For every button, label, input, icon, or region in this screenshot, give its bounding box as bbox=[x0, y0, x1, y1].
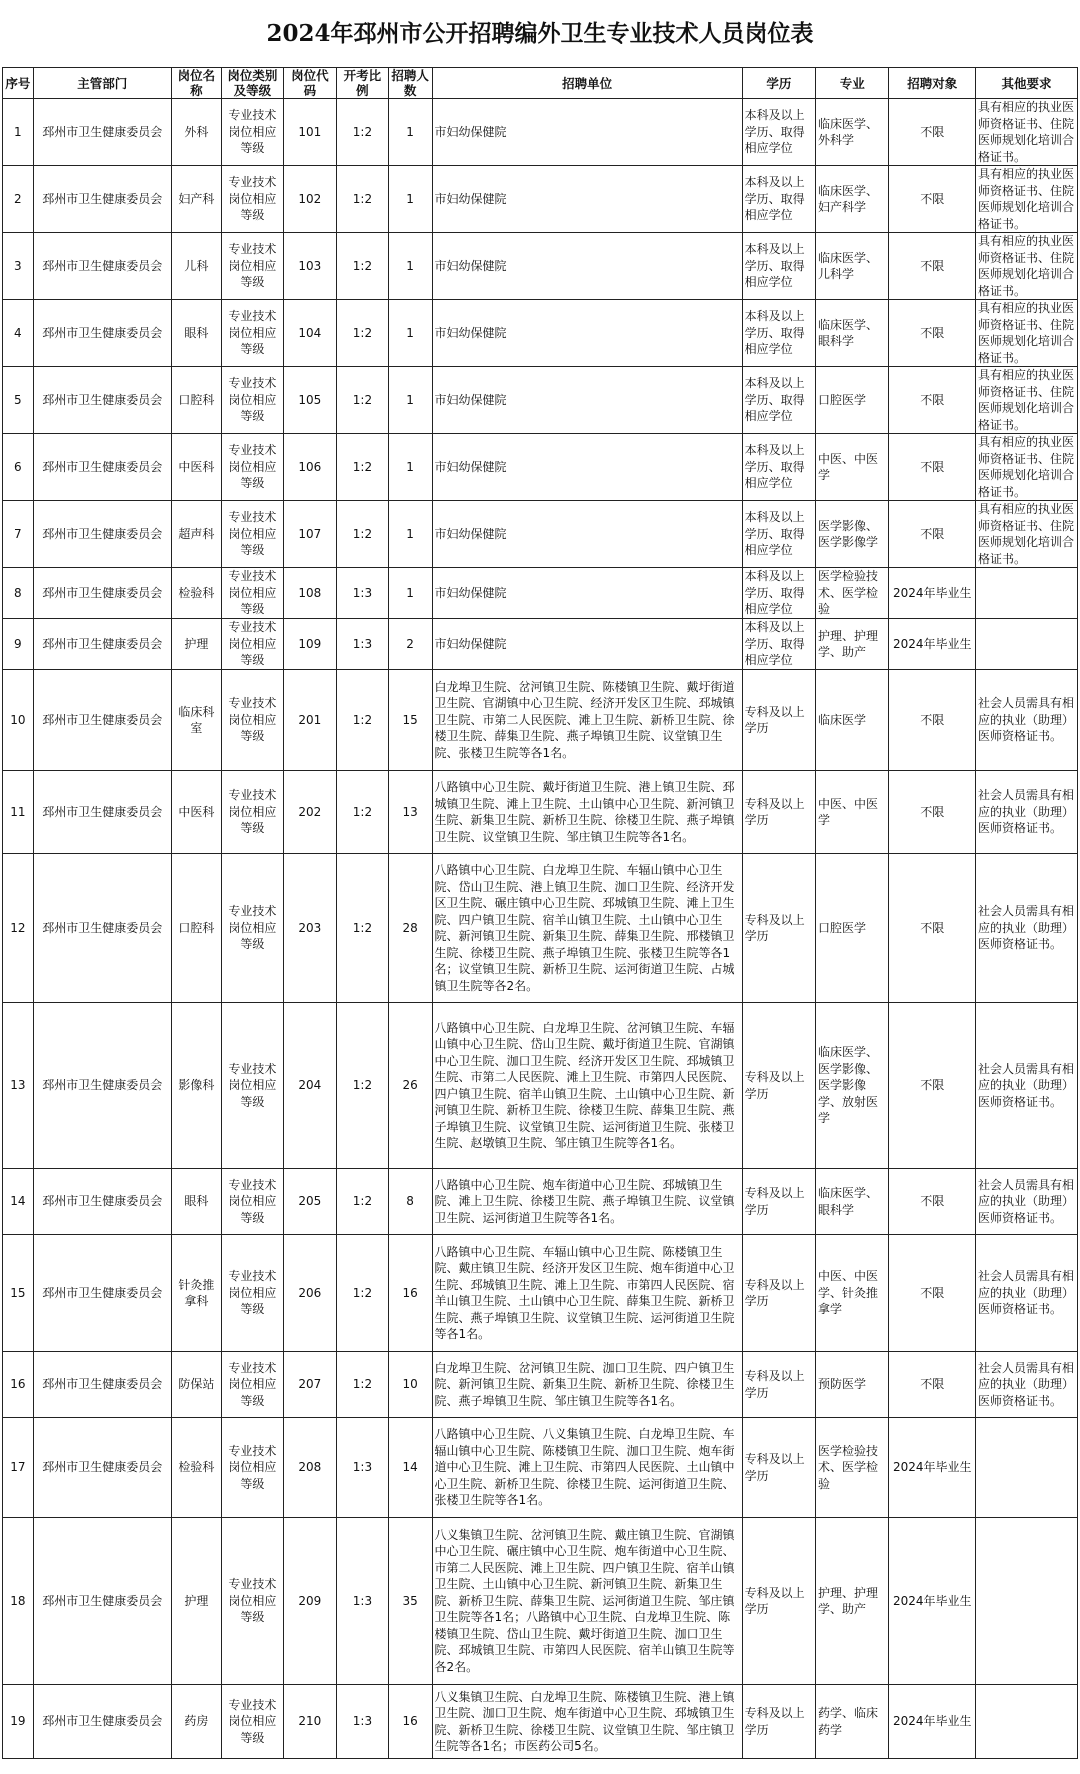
cell-unit: 市妇幼保健院 bbox=[432, 233, 742, 300]
cell-code: 208 bbox=[283, 1418, 337, 1518]
cell-count: 1 bbox=[388, 233, 432, 300]
header-row bbox=[3, 68, 1078, 99]
table-row bbox=[3, 1352, 1078, 1418]
cell-target: 不限 bbox=[889, 300, 976, 367]
cell-target: 不限 bbox=[889, 1352, 976, 1418]
cell-post: 中医科 bbox=[171, 771, 221, 854]
header-category: 岗位类别及等级 bbox=[222, 68, 283, 99]
cell-dept: 邳州市卫生健康委员会 bbox=[33, 619, 171, 670]
cell-education: 本科及以上学历、取得相应学位 bbox=[742, 166, 815, 233]
cell-no: 14 bbox=[3, 1169, 34, 1235]
cell-code: 205 bbox=[283, 1169, 337, 1235]
cell-education: 本科及以上学历、取得相应学位 bbox=[742, 568, 815, 619]
cell-category: 专业技术岗位相应等级 bbox=[222, 501, 283, 568]
cell-major: 临床医学 bbox=[816, 670, 889, 771]
cell-target: 不限 bbox=[889, 670, 976, 771]
cell-ratio: 1:3 bbox=[337, 619, 389, 670]
cell-unit: 市妇幼保健院 bbox=[432, 568, 742, 619]
cell-unit: 市妇幼保健院 bbox=[432, 99, 742, 166]
cell-post: 口腔科 bbox=[171, 367, 221, 434]
cell-ratio: 1:2 bbox=[337, 1352, 389, 1418]
cell-dept: 邳州市卫生健康委员会 bbox=[33, 670, 171, 771]
cell-other bbox=[976, 568, 1078, 619]
cell-major: 口腔医学 bbox=[816, 854, 889, 1003]
cell-major: 临床医学、外科学 bbox=[816, 99, 889, 166]
cell-no: 15 bbox=[3, 1235, 34, 1352]
cell-education: 专科及以上学历 bbox=[742, 771, 815, 854]
cell-no: 18 bbox=[3, 1518, 34, 1685]
cell-target: 不限 bbox=[889, 1169, 976, 1235]
cell-count: 16 bbox=[388, 1685, 432, 1759]
cell-no: 17 bbox=[3, 1418, 34, 1518]
header-dept: 主管部门 bbox=[33, 68, 171, 99]
cell-category: 专业技术岗位相应等级 bbox=[222, 1169, 283, 1235]
cell-education: 专科及以上学历 bbox=[742, 1352, 815, 1418]
cell-major: 医学检验技术、医学检验 bbox=[816, 568, 889, 619]
cell-count: 1 bbox=[388, 568, 432, 619]
cell-other: 社会人员需具有相应的执业（助理）医师资格证书。 bbox=[976, 670, 1078, 771]
cell-ratio: 1:3 bbox=[337, 1518, 389, 1685]
cell-education: 本科及以上学历、取得相应学位 bbox=[742, 619, 815, 670]
table-row bbox=[3, 434, 1078, 501]
table-row bbox=[3, 854, 1078, 1003]
cell-category: 专业技术岗位相应等级 bbox=[222, 1518, 283, 1685]
cell-count: 1 bbox=[388, 166, 432, 233]
cell-other: 具有相应的执业医师资格证书、住院医师规划化培训合格证书。 bbox=[976, 300, 1078, 367]
cell-ratio: 1:2 bbox=[337, 367, 389, 434]
cell-post: 影像科 bbox=[171, 1003, 221, 1169]
cell-code: 203 bbox=[283, 854, 337, 1003]
header-other: 其他要求 bbox=[976, 68, 1078, 99]
cell-target: 不限 bbox=[889, 99, 976, 166]
table-row bbox=[3, 1169, 1078, 1235]
cell-count: 10 bbox=[388, 1352, 432, 1418]
cell-ratio: 1:2 bbox=[337, 99, 389, 166]
cell-no: 8 bbox=[3, 568, 34, 619]
cell-major: 医学检验技术、医学检验 bbox=[816, 1418, 889, 1518]
cell-category: 专业技术岗位相应等级 bbox=[222, 434, 283, 501]
cell-education: 本科及以上学历、取得相应学位 bbox=[742, 501, 815, 568]
positions-table bbox=[2, 67, 1078, 1759]
cell-major: 临床医学、妇产科学 bbox=[816, 166, 889, 233]
cell-major: 护理、护理学、助产 bbox=[816, 1518, 889, 1685]
cell-education: 专科及以上学历 bbox=[742, 670, 815, 771]
cell-category: 专业技术岗位相应等级 bbox=[222, 233, 283, 300]
table-row bbox=[3, 300, 1078, 367]
cell-unit: 八路镇中心卫生院、八义集镇卫生院、白龙埠卫生院、车辐山镇中心卫生院、陈楼镇卫生院、泇口卫生院、炮车街道中心卫生院、滩上卫生院、市第四人民医院、土山镇中心卫生院、新桥卫生院、徐楼卫生院、运河街道卫生院、张楼卫生院等各1名。 bbox=[432, 1418, 742, 1518]
cell-count: 16 bbox=[388, 1235, 432, 1352]
cell-code: 207 bbox=[283, 1352, 337, 1418]
header-post: 岗位名称 bbox=[171, 68, 221, 99]
cell-dept: 邳州市卫生健康委员会 bbox=[33, 771, 171, 854]
cell-category: 专业技术岗位相应等级 bbox=[222, 367, 283, 434]
cell-unit: 市妇幼保健院 bbox=[432, 619, 742, 670]
cell-other: 具有相应的执业医师资格证书、住院医师规划化培训合格证书。 bbox=[976, 166, 1078, 233]
cell-post: 检验科 bbox=[171, 1418, 221, 1518]
cell-target: 2024年毕业生 bbox=[889, 1418, 976, 1518]
cell-count: 1 bbox=[388, 367, 432, 434]
cell-ratio: 1:2 bbox=[337, 670, 389, 771]
cell-post: 药房 bbox=[171, 1685, 221, 1759]
cell-other: 具有相应的执业医师资格证书、住院医师规划化培训合格证书。 bbox=[976, 233, 1078, 300]
cell-no: 6 bbox=[3, 434, 34, 501]
cell-post: 外科 bbox=[171, 99, 221, 166]
cell-education: 本科及以上学历、取得相应学位 bbox=[742, 99, 815, 166]
cell-major: 临床医学、眼科学 bbox=[816, 300, 889, 367]
cell-ratio: 1:2 bbox=[337, 1235, 389, 1352]
cell-target: 不限 bbox=[889, 771, 976, 854]
cell-code: 101 bbox=[283, 99, 337, 166]
cell-no: 19 bbox=[3, 1685, 34, 1759]
cell-other: 社会人员需具有相应的执业（助理）医师资格证书。 bbox=[976, 1235, 1078, 1352]
cell-count: 1 bbox=[388, 434, 432, 501]
cell-major: 口腔医学 bbox=[816, 367, 889, 434]
cell-major: 预防医学 bbox=[816, 1352, 889, 1418]
cell-other: 具有相应的执业医师资格证书、住院医师规划化培训合格证书。 bbox=[976, 501, 1078, 568]
header-ratio: 开考比例 bbox=[337, 68, 389, 99]
cell-count: 1 bbox=[388, 99, 432, 166]
cell-unit: 市妇幼保健院 bbox=[432, 434, 742, 501]
table-row bbox=[3, 1685, 1078, 1759]
cell-unit: 市妇幼保健院 bbox=[432, 166, 742, 233]
cell-code: 210 bbox=[283, 1685, 337, 1759]
cell-other bbox=[976, 1518, 1078, 1685]
cell-target: 2024年毕业生 bbox=[889, 1518, 976, 1685]
cell-ratio: 1:2 bbox=[337, 1169, 389, 1235]
cell-ratio: 1:3 bbox=[337, 1418, 389, 1518]
table-row bbox=[3, 1235, 1078, 1352]
table-row bbox=[3, 166, 1078, 233]
cell-count: 8 bbox=[388, 1169, 432, 1235]
cell-major: 药学、临床药学 bbox=[816, 1685, 889, 1759]
cell-education: 专科及以上学历 bbox=[742, 1235, 815, 1352]
cell-dept: 邳州市卫生健康委员会 bbox=[33, 501, 171, 568]
table-row bbox=[3, 1518, 1078, 1685]
cell-code: 105 bbox=[283, 367, 337, 434]
cell-education: 专科及以上学历 bbox=[742, 1003, 815, 1169]
cell-education: 本科及以上学历、取得相应学位 bbox=[742, 434, 815, 501]
cell-post: 眼科 bbox=[171, 300, 221, 367]
cell-ratio: 1:2 bbox=[337, 771, 389, 854]
cell-other bbox=[976, 619, 1078, 670]
cell-category: 专业技术岗位相应等级 bbox=[222, 568, 283, 619]
cell-target: 不限 bbox=[889, 434, 976, 501]
cell-ratio: 1:2 bbox=[337, 233, 389, 300]
table-row bbox=[3, 367, 1078, 434]
cell-no: 13 bbox=[3, 1003, 34, 1169]
cell-unit: 八路镇中心卫生院、车辐山镇中心卫生院、陈楼镇卫生院、戴庄镇卫生院、经济开发区卫生院、炮车街道中心卫生院、邳城镇卫生院、滩上卫生院、市第四人民医院、宿羊山镇卫生院、土山镇中心卫生院、薛集卫生院、新桥卫生院、燕子埠镇卫生院、议堂镇卫生院、运河街道卫生院等各1名。 bbox=[432, 1235, 742, 1352]
header-major: 专业 bbox=[816, 68, 889, 99]
cell-target: 2024年毕业生 bbox=[889, 568, 976, 619]
cell-other: 社会人员需具有相应的执业（助理）医师资格证书。 bbox=[976, 854, 1078, 1003]
cell-dept: 邳州市卫生健康委员会 bbox=[33, 1418, 171, 1518]
cell-code: 201 bbox=[283, 670, 337, 771]
header-education: 学历 bbox=[742, 68, 815, 99]
cell-no: 3 bbox=[3, 233, 34, 300]
cell-target: 不限 bbox=[889, 1003, 976, 1169]
cell-category: 专业技术岗位相应等级 bbox=[222, 1352, 283, 1418]
header-no: 序号 bbox=[3, 68, 34, 99]
header-unit: 招聘单位 bbox=[432, 68, 742, 99]
cell-unit: 市妇幼保健院 bbox=[432, 367, 742, 434]
cell-category: 专业技术岗位相应等级 bbox=[222, 771, 283, 854]
cell-ratio: 1:2 bbox=[337, 501, 389, 568]
cell-category: 专业技术岗位相应等级 bbox=[222, 1235, 283, 1352]
cell-count: 1 bbox=[388, 501, 432, 568]
cell-dept: 邳州市卫生健康委员会 bbox=[33, 99, 171, 166]
cell-education: 专科及以上学历 bbox=[742, 1685, 815, 1759]
cell-count: 13 bbox=[388, 771, 432, 854]
cell-other: 具有相应的执业医师资格证书、住院医师规划化培训合格证书。 bbox=[976, 99, 1078, 166]
cell-no: 2 bbox=[3, 166, 34, 233]
cell-dept: 邳州市卫生健康委员会 bbox=[33, 1169, 171, 1235]
table-row bbox=[3, 1418, 1078, 1518]
header-target: 招聘对象 bbox=[889, 68, 976, 99]
cell-post: 护理 bbox=[171, 1518, 221, 1685]
cell-post: 眼科 bbox=[171, 1169, 221, 1235]
cell-category: 专业技术岗位相应等级 bbox=[222, 619, 283, 670]
cell-unit: 市妇幼保健院 bbox=[432, 501, 742, 568]
cell-no: 12 bbox=[3, 854, 34, 1003]
cell-no: 7 bbox=[3, 501, 34, 568]
cell-unit: 市妇幼保健院 bbox=[432, 300, 742, 367]
cell-target: 2024年毕业生 bbox=[889, 619, 976, 670]
header-count: 招聘人数 bbox=[388, 68, 432, 99]
table-body bbox=[3, 99, 1078, 1759]
cell-count: 26 bbox=[388, 1003, 432, 1169]
cell-unit: 八路镇中心卫生院、白龙埠卫生院、岔河镇卫生院、车辐山镇中心卫生院、岱山卫生院、戴圩街道卫生院、官湖镇中心卫生院、泇口卫生院、经济开发区卫生院、邳城镇卫生院、市第二人民医院、滩上卫生院、市第四人民医院、四户镇卫生院、宿羊山镇卫生院、土山镇中心卫生院、新河镇卫生院、新桥卫生院、徐楼卫生院、薛集卫生院、燕子埠镇卫生院、议堂镇卫生院、运河街道卫生院、张楼卫生院、赵墩镇卫生院、邹庄镇卫生院等各1名。 bbox=[432, 1003, 742, 1169]
cell-major: 临床医学、医学影像、医学影像学、放射医学 bbox=[816, 1003, 889, 1169]
cell-education: 专科及以上学历 bbox=[742, 1418, 815, 1518]
cell-major: 医学影像、医学影像学 bbox=[816, 501, 889, 568]
cell-ratio: 1:2 bbox=[337, 1003, 389, 1169]
cell-ratio: 1:2 bbox=[337, 300, 389, 367]
cell-target: 不限 bbox=[889, 166, 976, 233]
cell-no: 1 bbox=[3, 99, 34, 166]
cell-unit: 八路镇中心卫生院、戴圩街道卫生院、港上镇卫生院、邳城镇卫生院、滩上卫生院、土山镇中心卫生院、新河镇卫生院、新集卫生院、新桥卫生院、徐楼卫生院、燕子埠镇卫生院、议堂镇卫生院、邹庄镇卫生院等各1名。 bbox=[432, 771, 742, 854]
cell-other: 具有相应的执业医师资格证书、住院医师规划化培训合格证书。 bbox=[976, 434, 1078, 501]
cell-target: 不限 bbox=[889, 233, 976, 300]
cell-major: 护理、护理学、助产 bbox=[816, 619, 889, 670]
cell-education: 本科及以上学历、取得相应学位 bbox=[742, 233, 815, 300]
cell-post: 检验科 bbox=[171, 568, 221, 619]
cell-no: 16 bbox=[3, 1352, 34, 1418]
cell-category: 专业技术岗位相应等级 bbox=[222, 99, 283, 166]
cell-target: 不限 bbox=[889, 854, 976, 1003]
cell-count: 14 bbox=[388, 1418, 432, 1518]
table-row bbox=[3, 99, 1078, 166]
cell-count: 35 bbox=[388, 1518, 432, 1685]
cell-category: 专业技术岗位相应等级 bbox=[222, 670, 283, 771]
cell-unit: 八路镇中心卫生院、炮车街道中心卫生院、邳城镇卫生院、滩上卫生院、徐楼卫生院、燕子埠镇卫生院、议堂镇卫生院、运河街道卫生院等各1名。 bbox=[432, 1169, 742, 1235]
cell-post: 妇产科 bbox=[171, 166, 221, 233]
cell-other bbox=[976, 1685, 1078, 1759]
cell-post: 护理 bbox=[171, 619, 221, 670]
cell-dept: 邳州市卫生健康委员会 bbox=[33, 1518, 171, 1685]
table-row bbox=[3, 233, 1078, 300]
page-title: 2024年邳州市公开招聘编外卫生专业技术人员岗位表 bbox=[266, 20, 814, 47]
cell-ratio: 1:2 bbox=[337, 166, 389, 233]
cell-education: 专科及以上学历 bbox=[742, 854, 815, 1003]
table-row bbox=[3, 771, 1078, 854]
cell-dept: 邳州市卫生健康委员会 bbox=[33, 434, 171, 501]
cell-ratio: 1:2 bbox=[337, 854, 389, 1003]
cell-no: 10 bbox=[3, 670, 34, 771]
cell-other: 社会人员需具有相应的执业（助理）医师资格证书。 bbox=[976, 1003, 1078, 1169]
cell-no: 4 bbox=[3, 300, 34, 367]
cell-no: 11 bbox=[3, 771, 34, 854]
cell-education: 本科及以上学历、取得相应学位 bbox=[742, 367, 815, 434]
cell-post: 临床科室 bbox=[171, 670, 221, 771]
cell-unit: 八义集镇卫生院、岔河镇卫生院、戴庄镇卫生院、官湖镇中心卫生院、碾庄镇中心卫生院、炮车街道中心卫生院、市第二人民医院、滩上卫生院、四户镇卫生院、宿羊山镇卫生院、土山镇中心卫生院、新河镇卫生院、新集卫生院、新桥卫生院、薛集卫生院、运河街道卫生院、邹庄镇卫生院等各1名；八路镇中心卫生院、白龙埠卫生院、陈楼镇卫生院、岱山卫生院、戴圩街道卫生院、泇口卫生院、邳城镇卫生院、市第四人民医院、宿羊山镇卫生院等各2名。 bbox=[432, 1518, 742, 1685]
table-row bbox=[3, 619, 1078, 670]
cell-code: 204 bbox=[283, 1003, 337, 1169]
cell-other: 社会人员需具有相应的执业（助理）医师资格证书。 bbox=[976, 1352, 1078, 1418]
cell-code: 107 bbox=[283, 501, 337, 568]
table-row bbox=[3, 1003, 1078, 1169]
cell-target: 2024年毕业生 bbox=[889, 1685, 976, 1759]
cell-ratio: 1:3 bbox=[337, 568, 389, 619]
cell-post: 口腔科 bbox=[171, 854, 221, 1003]
cell-dept: 邳州市卫生健康委员会 bbox=[33, 568, 171, 619]
cell-code: 106 bbox=[283, 434, 337, 501]
cell-count: 1 bbox=[388, 300, 432, 367]
cell-major: 中医、中医学 bbox=[816, 434, 889, 501]
cell-major: 临床医学、儿科学 bbox=[816, 233, 889, 300]
cell-category: 专业技术岗位相应等级 bbox=[222, 166, 283, 233]
cell-category: 专业技术岗位相应等级 bbox=[222, 1418, 283, 1518]
cell-post: 超声科 bbox=[171, 501, 221, 568]
cell-other: 社会人员需具有相应的执业（助理）医师资格证书。 bbox=[976, 771, 1078, 854]
cell-post: 中医科 bbox=[171, 434, 221, 501]
header-code: 岗位代码 bbox=[283, 68, 337, 99]
cell-post: 儿科 bbox=[171, 233, 221, 300]
cell-target: 不限 bbox=[889, 501, 976, 568]
cell-ratio: 1:2 bbox=[337, 434, 389, 501]
table-row bbox=[3, 670, 1078, 771]
cell-code: 206 bbox=[283, 1235, 337, 1352]
cell-post: 防保站 bbox=[171, 1352, 221, 1418]
cell-post: 针灸推拿科 bbox=[171, 1235, 221, 1352]
cell-ratio: 1:3 bbox=[337, 1685, 389, 1759]
cell-no: 9 bbox=[3, 619, 34, 670]
cell-unit: 白龙埠卫生院、岔河镇卫生院、泇口卫生院、四户镇卫生院、新河镇卫生院、新集卫生院、新桥卫生院、徐楼卫生院、燕子埠镇卫生院、邹庄镇卫生院等各1名。 bbox=[432, 1352, 742, 1418]
cell-major: 临床医学、眼科学 bbox=[816, 1169, 889, 1235]
cell-code: 202 bbox=[283, 771, 337, 854]
cell-count: 2 bbox=[388, 619, 432, 670]
cell-category: 专业技术岗位相应等级 bbox=[222, 300, 283, 367]
cell-dept: 邳州市卫生健康委员会 bbox=[33, 854, 171, 1003]
cell-unit: 八义集镇卫生院、白龙埠卫生院、陈楼镇卫生院、港上镇卫生院、泇口卫生院、炮车街道中心卫生院、邳城镇卫生院、新桥卫生院、徐楼卫生院、议堂镇卫生院、邹庄镇卫生院等各1名；市医药公司5名。 bbox=[432, 1685, 742, 1759]
cell-major: 中医、中医学、针灸推拿学 bbox=[816, 1235, 889, 1352]
cell-count: 15 bbox=[388, 670, 432, 771]
cell-unit: 白龙埠卫生院、岔河镇卫生院、陈楼镇卫生院、戴圩街道卫生院、官湖镇中心卫生院、经济开发区卫生院、邳城镇卫生院、市第二人民医院、滩上卫生院、新桥卫生院、徐楼卫生院、薛集卫生院、燕子埠镇卫生院、议堂镇卫生院、张楼卫生院等各1名。 bbox=[432, 670, 742, 771]
cell-major: 中医、中医学 bbox=[816, 771, 889, 854]
table-row bbox=[3, 568, 1078, 619]
cell-unit: 八路镇中心卫生院、白龙埠卫生院、车辐山镇中心卫生院、岱山卫生院、港上镇卫生院、泇口卫生院、经济开发区卫生院、碾庄镇中心卫生院、邳城镇卫生院、滩上卫生院、四户镇卫生院、宿羊山镇卫生院、土山镇中心卫生院、新河镇卫生院、新集卫生院、薛集卫生院、邢楼镇卫生院、徐楼卫生院、燕子埠镇卫生院、张楼卫生院等各1名；议堂镇卫生院、新桥卫生院、运河街道卫生院、占城镇卫生院等各2名。 bbox=[432, 854, 742, 1003]
cell-category: 专业技术岗位相应等级 bbox=[222, 1685, 283, 1759]
table-row bbox=[3, 501, 1078, 568]
cell-dept: 邳州市卫生健康委员会 bbox=[33, 367, 171, 434]
cell-code: 209 bbox=[283, 1518, 337, 1685]
cell-code: 108 bbox=[283, 568, 337, 619]
cell-category: 专业技术岗位相应等级 bbox=[222, 854, 283, 1003]
cell-education: 专科及以上学历 bbox=[742, 1169, 815, 1235]
cell-other bbox=[976, 1418, 1078, 1518]
cell-target: 不限 bbox=[889, 367, 976, 434]
cell-dept: 邳州市卫生健康委员会 bbox=[33, 233, 171, 300]
cell-code: 109 bbox=[283, 619, 337, 670]
cell-count: 28 bbox=[388, 854, 432, 1003]
cell-code: 104 bbox=[283, 300, 337, 367]
cell-education: 本科及以上学历、取得相应学位 bbox=[742, 300, 815, 367]
cell-no: 5 bbox=[3, 367, 34, 434]
cell-dept: 邳州市卫生健康委员会 bbox=[33, 300, 171, 367]
cell-dept: 邳州市卫生健康委员会 bbox=[33, 1685, 171, 1759]
cell-dept: 邳州市卫生健康委员会 bbox=[33, 1003, 171, 1169]
cell-code: 103 bbox=[283, 233, 337, 300]
cell-target: 不限 bbox=[889, 1235, 976, 1352]
cell-other: 具有相应的执业医师资格证书、住院医师规划化培训合格证书。 bbox=[976, 367, 1078, 434]
cell-dept: 邳州市卫生健康委员会 bbox=[33, 1352, 171, 1418]
cell-other: 社会人员需具有相应的执业（助理）医师资格证书。 bbox=[976, 1169, 1078, 1235]
cell-code: 102 bbox=[283, 166, 337, 233]
cell-dept: 邳州市卫生健康委员会 bbox=[33, 1235, 171, 1352]
cell-education: 专科及以上学历 bbox=[742, 1518, 815, 1685]
cell-dept: 邳州市卫生健康委员会 bbox=[33, 166, 171, 233]
cell-category: 专业技术岗位相应等级 bbox=[222, 1003, 283, 1169]
